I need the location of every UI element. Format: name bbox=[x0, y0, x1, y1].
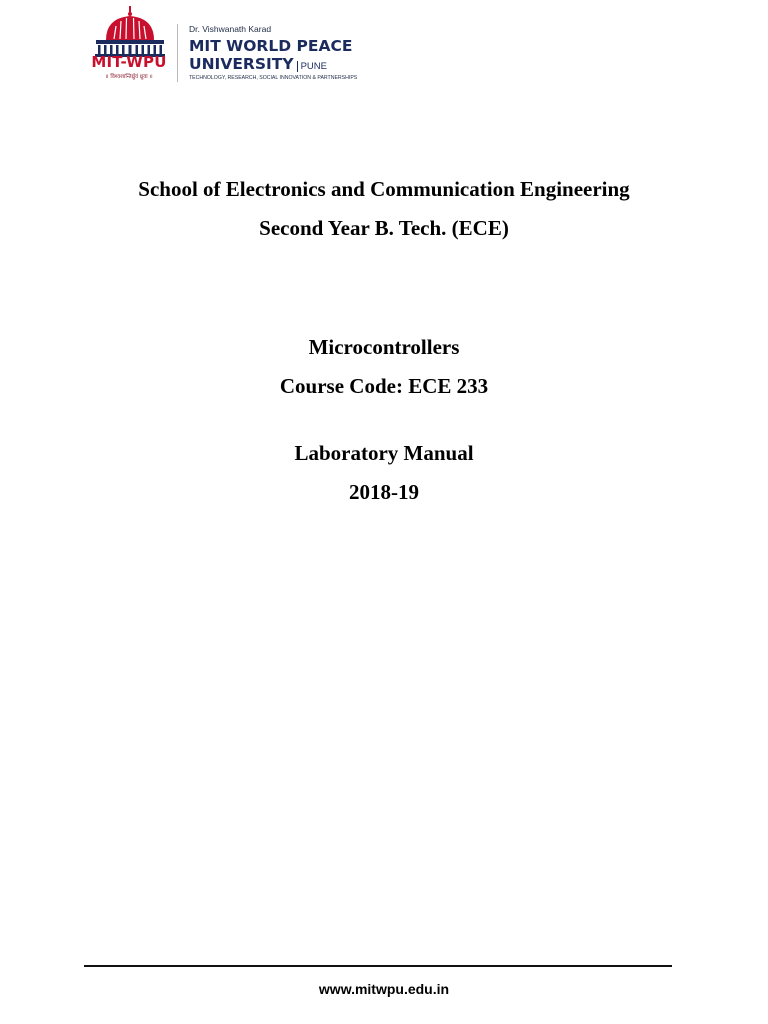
footer-website: www.mitwpu.edu.in bbox=[318, 981, 450, 997]
university-logo bbox=[88, 4, 358, 84]
logo-founder: Dr. Vishwanath Karad bbox=[189, 24, 272, 34]
logo-university-line2 bbox=[189, 55, 327, 76]
logo-university-name: MIT WORLD PEACE bbox=[189, 37, 353, 55]
course-code: Course Code: ECE 233 bbox=[279, 374, 489, 398]
logo-divider bbox=[177, 24, 178, 82]
manual-title: Laboratory Manual bbox=[294, 441, 474, 465]
logo-university-word: UNIVERSITY bbox=[189, 55, 294, 73]
logo-motto: ॥ विश्वशान्तिर्ध्रुवं ध्रुवा ॥ bbox=[105, 74, 153, 80]
footer-rule bbox=[84, 965, 672, 967]
course-name: Microcontrollers bbox=[308, 335, 460, 359]
logo-tagline: TECHNOLOGY, RESEARCH, SOCIAL INNOVATION & PARTNERSHIPS bbox=[189, 75, 358, 81]
program-year: Second Year B. Tech. (ECE) bbox=[259, 216, 509, 240]
academic-year: 2018-19 bbox=[349, 480, 419, 504]
dome-emblem-icon bbox=[92, 6, 168, 58]
logo-city: PUNE bbox=[297, 61, 327, 72]
logo-brand-text: MIT-WPU bbox=[91, 53, 167, 71]
school-title: School of Electronics and Communication Engineering bbox=[138, 177, 630, 201]
